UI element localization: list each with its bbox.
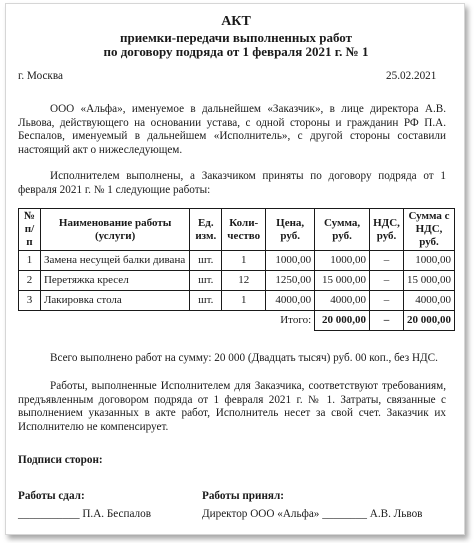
document-contract-ref: по договору подряда от 1 февраля 2021 г. № 1 — [103, 44, 369, 59]
intro-paragraph: ООО «Альфа», именуемое в дальнейшем «Заказчик», в лице директора А.В. Львова, действующего на основании устава, с одной стороны и гражданин РФ П.А. Беспалов, именуемый в дальнейшем «Исполнитель», с другой стороны составили настоящий акт о нижеследующем. — [18, 103, 446, 156]
header-price: Цена, руб. — [266, 209, 315, 251]
header-quantity: Коли-чество — [222, 209, 266, 251]
works-table — [18, 208, 455, 331]
total-sum: 20 000,00 — [315, 311, 370, 331]
signature-left-label: Работы сдал: — [18, 490, 85, 502]
row-sum: 15 000,00 — [315, 271, 370, 291]
row-unit: шт. — [190, 271, 222, 291]
signature-left-line: ___________ П.А. Беспалов — [18, 508, 152, 520]
row-total: 15 000,00 — [404, 271, 455, 291]
row-total: 4000,00 — [404, 291, 455, 311]
signature-right-label: Работы принял: — [202, 490, 284, 502]
row-unit: шт. — [190, 251, 222, 271]
document-title: АКТ — [221, 14, 251, 29]
header-work-name: Наименование работы (услуги) — [40, 209, 189, 251]
table-header-row — [19, 209, 455, 251]
total-label: Итого: — [266, 311, 315, 331]
row-price: 1000,00 — [266, 251, 315, 271]
row-number: 1 — [19, 251, 41, 271]
place-label: г. Москва — [18, 70, 63, 82]
row-sum: 4000,00 — [315, 291, 370, 311]
header-vat: НДС, руб. — [370, 209, 404, 251]
header-unit: Ед. изм. — [190, 209, 222, 251]
table-row — [19, 271, 455, 291]
header-total-with-vat: Сумма с НДС, руб. — [404, 209, 455, 251]
row-vat: – — [370, 251, 404, 271]
document-subtitle: приемки-передачи выполненных работ — [119, 30, 353, 45]
total-with-vat: 20 000,00 — [404, 311, 455, 331]
signatures-heading: Подписи сторон: — [18, 454, 103, 466]
row-quantity: 1 — [222, 291, 266, 311]
header-number: № п/п — [19, 209, 41, 251]
row-work-name: Замена несущей балки дивана — [40, 251, 189, 271]
table-row — [19, 251, 455, 271]
date-label: 25.02.2021 — [386, 70, 437, 82]
row-quantity: 12 — [222, 271, 266, 291]
row-work-name: Лакировка стола — [40, 291, 189, 311]
header-sum: Сумма, руб. — [315, 209, 370, 251]
row-number: 3 — [19, 291, 41, 311]
row-sum: 1000,00 — [315, 251, 370, 271]
row-total: 1000,00 — [404, 251, 455, 271]
row-vat: – — [370, 271, 404, 291]
total-vat: – — [370, 311, 404, 331]
row-unit: шт. — [190, 291, 222, 311]
works-intro-paragraph: Исполнителем выполнены, а Заказчиком приняты по договору подряда от 1 февраля 2021 г. № 1 следующие работы: — [18, 170, 446, 196]
row-vat: – — [370, 291, 404, 311]
summary-paragraph: Всего выполнено работ на сумму: 20 000 (Двадцать тысяч) руб. 00 коп., без НДС. — [50, 352, 438, 364]
signature-right-line: Директор ООО «Альфа» ________ А.В. Львов — [202, 508, 423, 520]
row-price: 1250,00 — [266, 271, 315, 291]
row-work-name: Перетяжка кресел — [40, 271, 189, 291]
row-price: 4000,00 — [266, 291, 315, 311]
conclusion-paragraph: Работы, выполненные Исполнителем для Заказчика, соответствуют требованиям, предъявленным договором подряда от 1 февраля 2021 г. № 1. Затраты, связанные с выполнением указанных в акте работ, Исполнитель несет за свой счет. Заказчик их Исполнителю не компенсирует. — [18, 380, 446, 433]
act-document — [5, 3, 465, 535]
row-quantity: 1 — [222, 251, 266, 271]
table-total-row — [19, 311, 455, 331]
row-number: 2 — [19, 271, 41, 291]
table-row — [19, 291, 455, 311]
